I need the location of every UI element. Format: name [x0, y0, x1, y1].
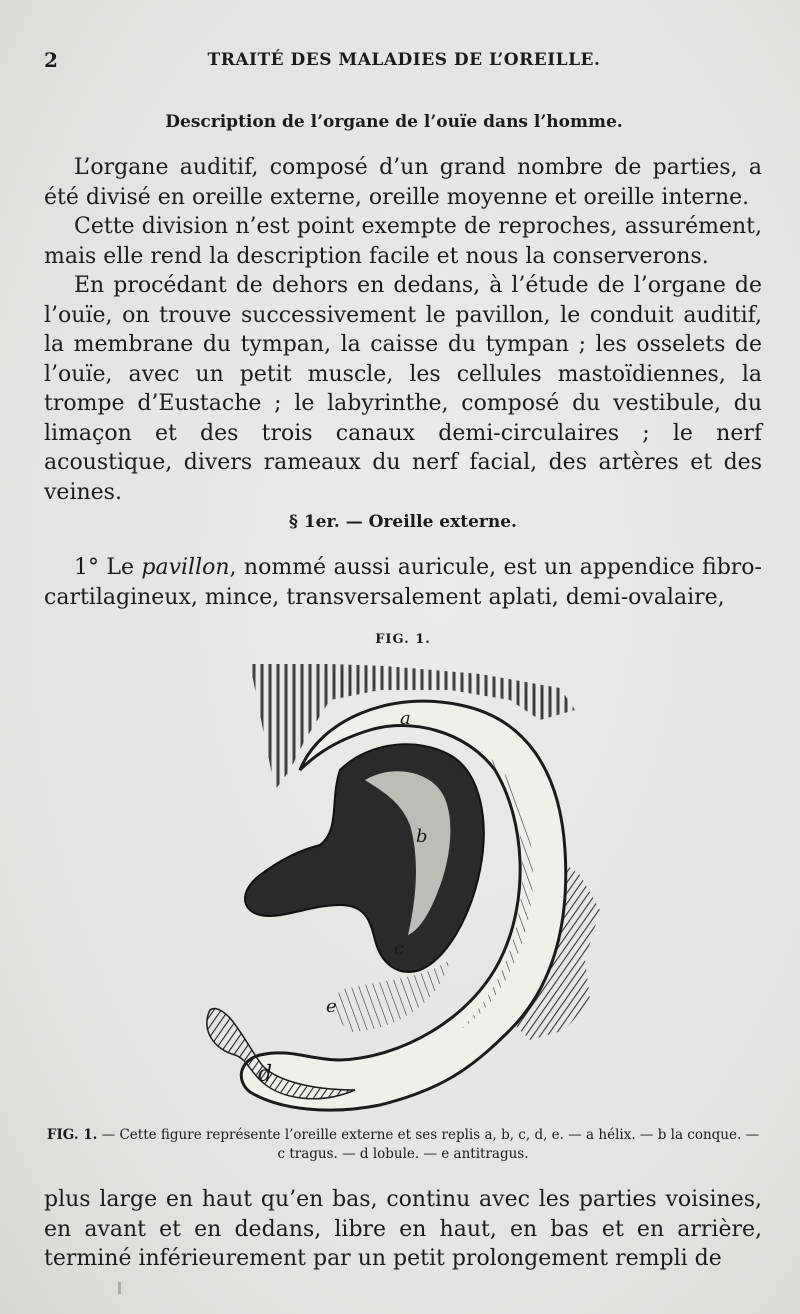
label-d: d: [258, 1062, 273, 1087]
paragraph-lead: 1° Le: [74, 555, 142, 580]
intro-text: [44, 153, 762, 507]
paragraph-rest: , nommé aussi auricule, est un appendice fibro-cartilagineux, mince, transversalement aplati, demi-ovalaire,: [44, 555, 762, 610]
label-a: a: [400, 708, 411, 729]
figure-label: FIG. 1.: [375, 632, 431, 647]
paragraph: plus large en haut qu’en bas, continu avec les parties voisines, en avant et en dedans, libre en haut, en bas et en arrière, terminé inférieurement par un petit prolongement rempli de: [44, 1187, 762, 1271]
pavillon-paragraph: [44, 553, 762, 612]
term-pavillon: pavillon: [141, 555, 230, 580]
page-number: 2: [44, 48, 58, 72]
caption-text: — Cette figure représente l’oreille externe et ses replis a, b, c, d, e. — a hélix. — b la conque. — c tragus. — d lobule. — e antitragus.: [101, 1127, 760, 1162]
paragraph: [44, 553, 762, 612]
label-c: c: [394, 938, 405, 959]
section-heading: Description de l’organe de l’ouïe dans l’homme.: [165, 112, 623, 132]
paragraph: Cette division n’est point exempte de reproches, assurément, mais elle rend la description facile et nous la conserverons.: [44, 214, 762, 269]
antitragus: [335, 960, 450, 1032]
running-title: TRAITÉ DES MALADIES DE L’OREILLE.: [207, 50, 601, 70]
figure-caption: [44, 1126, 762, 1164]
label-b: b: [416, 826, 428, 847]
subsection-heading: § 1er. — Oreille externe.: [289, 512, 517, 532]
ear-illustration: [180, 660, 610, 1120]
ear-engraving: [180, 660, 610, 1120]
closing-text: [44, 1185, 762, 1274]
paragraph: L’organe auditif, composé d’un grand nombre de parties, a été divisé en oreille externe, oreille moyenne et oreille interne.: [44, 155, 762, 210]
caption-label: FIG. 1.: [46, 1127, 98, 1143]
paragraph: En procédant de dehors en dedans, à l’étude de l’organe de l’ouïe, on trouve successivement le pavillon, le conduit auditif, la membrane du tympan, la caisse du tympan ; les osselets de l’ouïe, avec un petit muscle, les cellules mastoïdiennes, la trompe d’Eustache ; le labyrinthe, composé du vestibule, du limaçon et des trois canaux demi-circulaires ; le nerf acoustique, divers rameaux du nerf facial, des artères et des veines.: [44, 273, 762, 505]
label-e: e: [326, 996, 337, 1017]
running-head: [44, 48, 764, 74]
print-mark: [118, 1282, 121, 1294]
